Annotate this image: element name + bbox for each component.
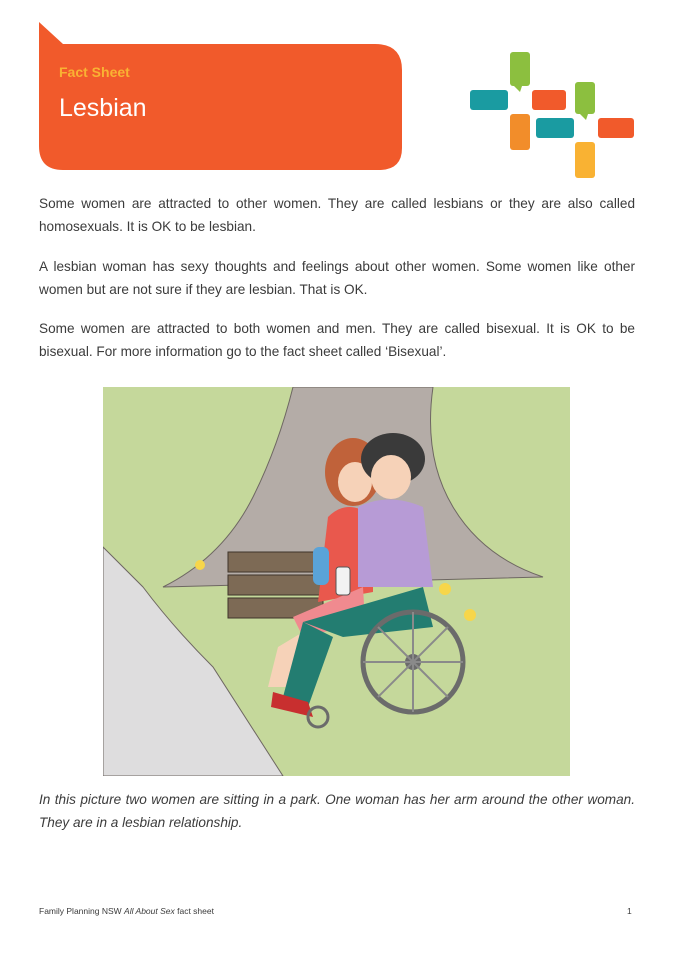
page-number: 1 bbox=[627, 906, 632, 916]
page-title: Lesbian bbox=[59, 94, 147, 122]
footer-suffix: fact sheet bbox=[174, 906, 214, 916]
intro-paragraph: Some women are attracted to other women. They are called lesbians or they are also called homosexuals. It is OK to be lesbian. bbox=[39, 196, 635, 234]
header-banner bbox=[39, 22, 402, 170]
fact-sheet-label: Fact Sheet bbox=[59, 64, 130, 80]
footer-credit bbox=[39, 906, 214, 916]
illustration-caption: In this picture two women are sitting in a park. One woman has her arm around the other woman. They are in a lesbian relationship. bbox=[39, 792, 635, 830]
feelings-paragraph: A lesbian woman has sexy thoughts and feelings about other women. Some women like other women but are not sure if they are lesbian. That is OK. bbox=[39, 259, 635, 297]
park-illustration bbox=[103, 387, 570, 776]
bisexual-paragraph: Some women are attracted to both women and men. They are called bisexual. It is OK to be bisexual. For more information go to the fact sheet called ‘Bisexual’. bbox=[39, 321, 635, 359]
footer-publication: All About Sex bbox=[124, 906, 175, 916]
footer-org: Family Planning NSW bbox=[39, 906, 125, 916]
speech-bubble-cross-logo bbox=[470, 52, 636, 178]
